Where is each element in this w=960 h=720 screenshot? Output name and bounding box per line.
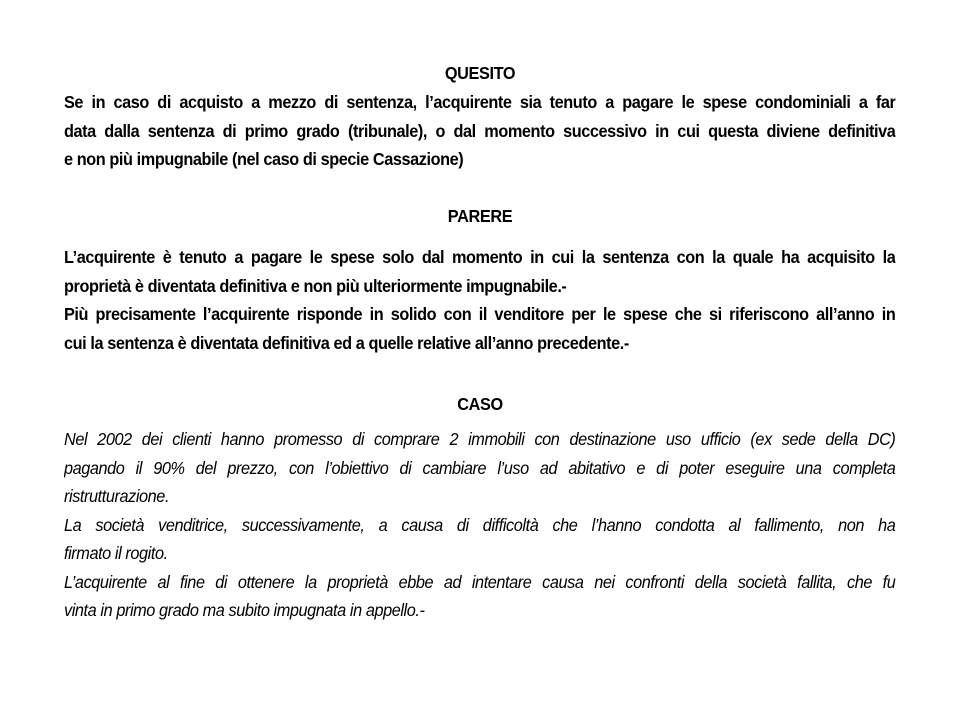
quesito-heading: QUESITO <box>444 63 516 83</box>
quesito-paragraph <box>64 88 895 174</box>
parere-line: cui la sentenza è diventata definitiva ed a quelle relative all’anno precedente.- <box>64 332 629 353</box>
parere-line: L’acquirente è tenuto a pagare le spese solo dal momento in cui la sentenza con la quale ha acquisito la <box>64 247 896 267</box>
quesito-line: data dalla sentenza di primo grado (tribunale), o dal momento successivo in cui questa diviene definitiva <box>64 120 896 141</box>
parere-line: proprietà è diventata definitiva e non più ulteriormente impugnabile.- <box>64 275 567 296</box>
parere-heading: PARERE <box>447 206 513 226</box>
caso-line: pagando il 90% del prezzo, con l’obiettivo di cambiare l’uso ad abitativo e di poter eseguire una completa <box>64 457 896 478</box>
parere-line: Più precisamente l’acquirente risponde in solido con il venditore per le spese che si riferiscono all’anno in <box>64 304 896 324</box>
caso-heading: CASO <box>457 394 503 414</box>
caso-line: firmato il rogito. <box>64 543 168 563</box>
parere-paragraph <box>64 243 895 357</box>
caso-line: vinta in primo grado ma subito impugnata in appello.- <box>64 600 425 620</box>
quesito-line: e non più impugnabile (nel caso di specie Cassazione) <box>64 149 464 169</box>
caso-line: ristrutturazione. <box>64 486 170 506</box>
caso-paragraph <box>64 425 895 625</box>
quesito-line: Se in caso di acquisto a mezzo di sentenza, l’acquirente sia tenuto a pagare le spese condominiali a far <box>64 92 896 112</box>
caso-line: L’acquirente al fine di ottenere la proprietà ebbe ad intentare causa nei confronti della società fallita, che fu <box>64 571 896 592</box>
caso-line: La società venditrice, successivamente, a causa di difficoltà che l’hanno condotta al fallimento, non ha <box>64 514 896 535</box>
caso-line: Nel 2002 dei clienti hanno promesso di comprare 2 immobili con destinazione uso ufficio (ex sede della DC) <box>64 429 896 449</box>
